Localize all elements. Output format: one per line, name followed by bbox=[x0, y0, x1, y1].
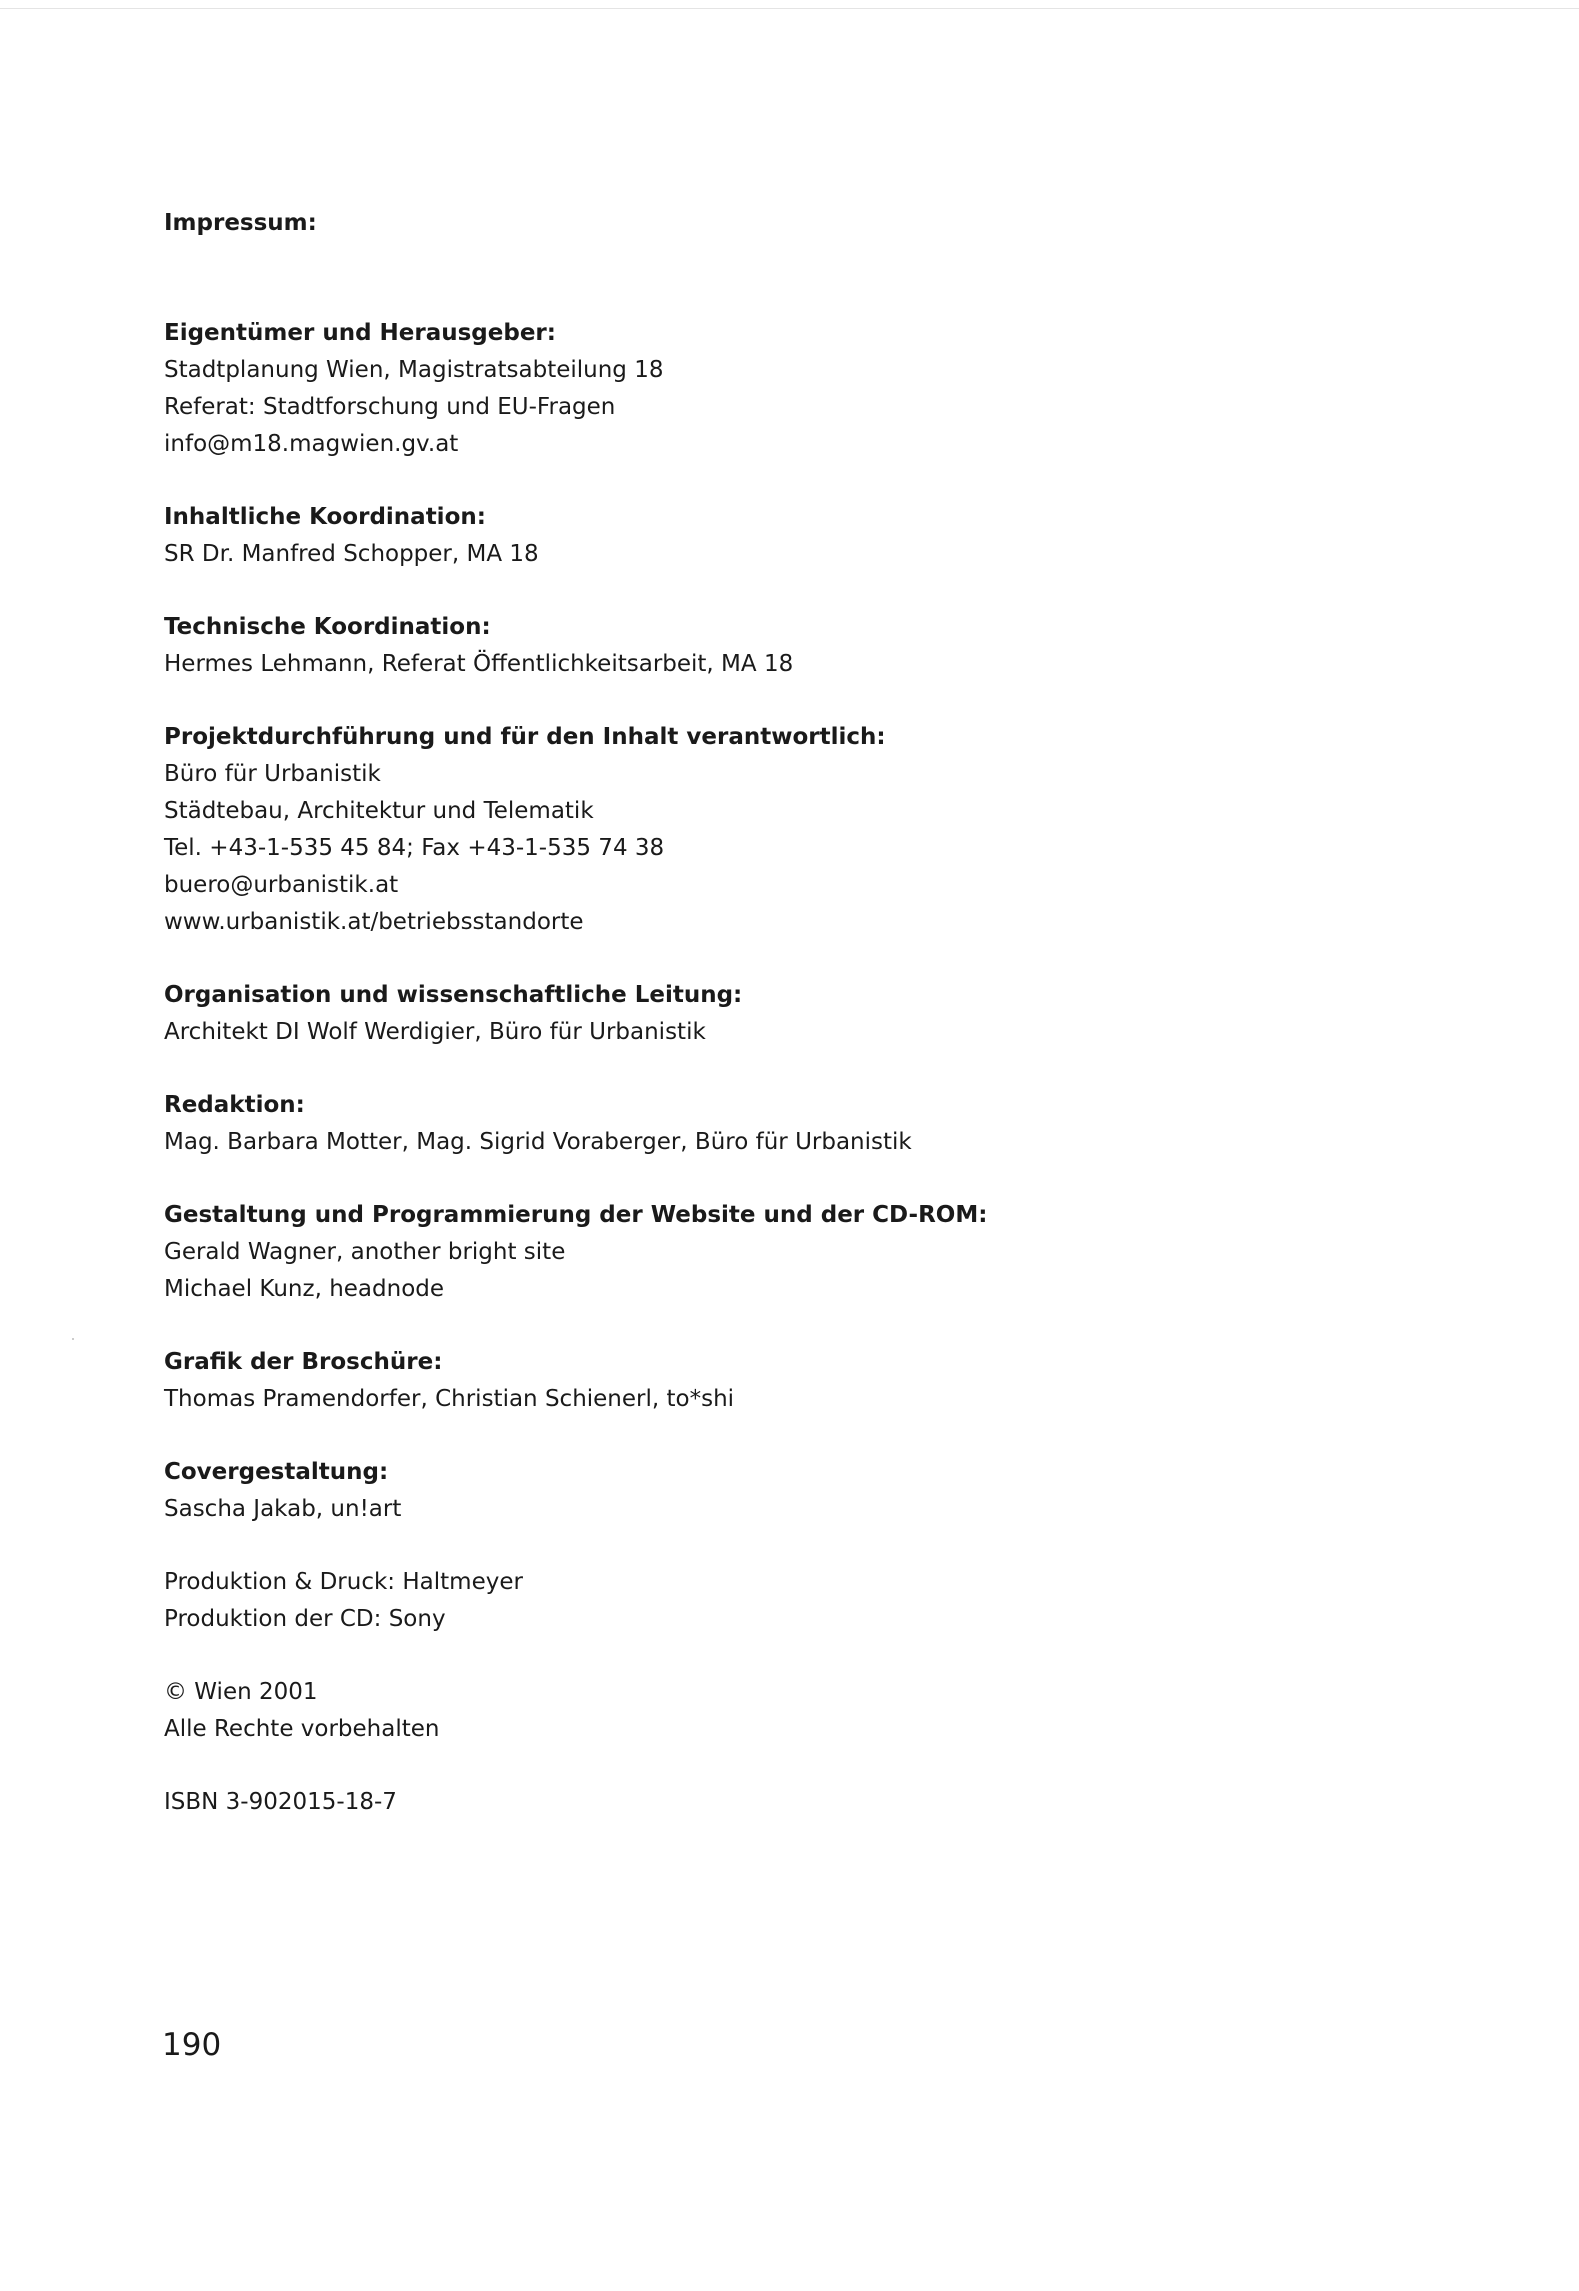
section-line: Mag. Barbara Motter, Mag. Sigrid Voraberger, Büro für Urbanistik bbox=[164, 1129, 912, 1155]
section-heading: Projektdurchführung und für den Inhalt verantwortlich: bbox=[164, 724, 886, 750]
impressum-section bbox=[164, 499, 1414, 573]
impressum-section bbox=[164, 315, 1414, 463]
section-line: © Wien 2001 bbox=[164, 1679, 318, 1705]
section-heading: Organisation und wissenschaftliche Leitung: bbox=[164, 982, 743, 1008]
section-line: Sascha Jakab, un!art bbox=[164, 1496, 402, 1522]
section-line: SR Dr. Manfred Schopper, MA 18 bbox=[164, 541, 539, 567]
top-edge-rule bbox=[0, 8, 1579, 9]
impressum-content bbox=[164, 205, 1414, 1857]
section-line: Städtebau, Architektur und Telematik bbox=[164, 798, 594, 824]
section-line: Produktion der CD: Sony bbox=[164, 1606, 446, 1632]
section-line: Stadtplanung Wien, Magistratsabteilung 18 bbox=[164, 357, 664, 383]
section-line: www.urbanistik.at/betriebsstandorte bbox=[164, 909, 584, 935]
impressum-section bbox=[164, 1344, 1414, 1418]
section-heading: Inhaltliche Koordination: bbox=[164, 504, 486, 530]
section-heading: Eigentümer und Herausgeber: bbox=[164, 320, 556, 346]
page-number: 190 bbox=[162, 2027, 222, 2063]
section-line: Produktion & Druck: Haltmeyer bbox=[164, 1569, 523, 1595]
section-line: buero@urbanistik.at bbox=[164, 872, 399, 898]
section-line: Hermes Lehmann, Referat Öffentlichkeitsarbeit, MA 18 bbox=[164, 651, 794, 677]
section-line: Thomas Pramendorfer, Christian Schienerl, to*shi bbox=[164, 1386, 735, 1412]
impressum-section bbox=[164, 1674, 1414, 1748]
section-heading: Technische Koordination: bbox=[164, 614, 491, 640]
impressum-section bbox=[164, 1197, 1414, 1308]
section-heading: Grafik der Broschüre: bbox=[164, 1349, 443, 1375]
section-line: Gerald Wagner, another bright site bbox=[164, 1239, 566, 1265]
impressum-section bbox=[164, 1784, 1414, 1821]
impressum-section bbox=[164, 977, 1414, 1051]
section-line: Michael Kunz, headnode bbox=[164, 1276, 445, 1302]
section-line: Alle Rechte vorbehalten bbox=[164, 1716, 440, 1742]
impressum-section bbox=[164, 719, 1414, 941]
section-heading: Gestaltung und Programmierung der Website und der CD-ROM: bbox=[164, 1202, 988, 1228]
section-heading: Redaktion: bbox=[164, 1092, 305, 1118]
section-heading: Covergestaltung: bbox=[164, 1459, 389, 1485]
impressum-section bbox=[164, 1454, 1414, 1528]
impressum-sections bbox=[164, 315, 1414, 1821]
impressum-heading: Impressum: bbox=[164, 210, 317, 236]
section-line: ISBN 3-902015-18-7 bbox=[164, 1789, 397, 1815]
section-line: Architekt DI Wolf Werdigier, Büro für Urbanistik bbox=[164, 1019, 706, 1045]
impressum-section bbox=[164, 1087, 1414, 1161]
impressum-section bbox=[164, 609, 1414, 683]
section-line: Büro für Urbanistik bbox=[164, 761, 381, 787]
section-line: Tel. +43-1-535 45 84; Fax +43-1-535 74 38 bbox=[164, 835, 665, 861]
scan-speck bbox=[72, 1338, 74, 1340]
section-line: Referat: Stadtforschung und EU-Fragen bbox=[164, 394, 616, 420]
section-line: info@m18.magwien.gv.at bbox=[164, 431, 459, 457]
impressum-section bbox=[164, 1564, 1414, 1638]
